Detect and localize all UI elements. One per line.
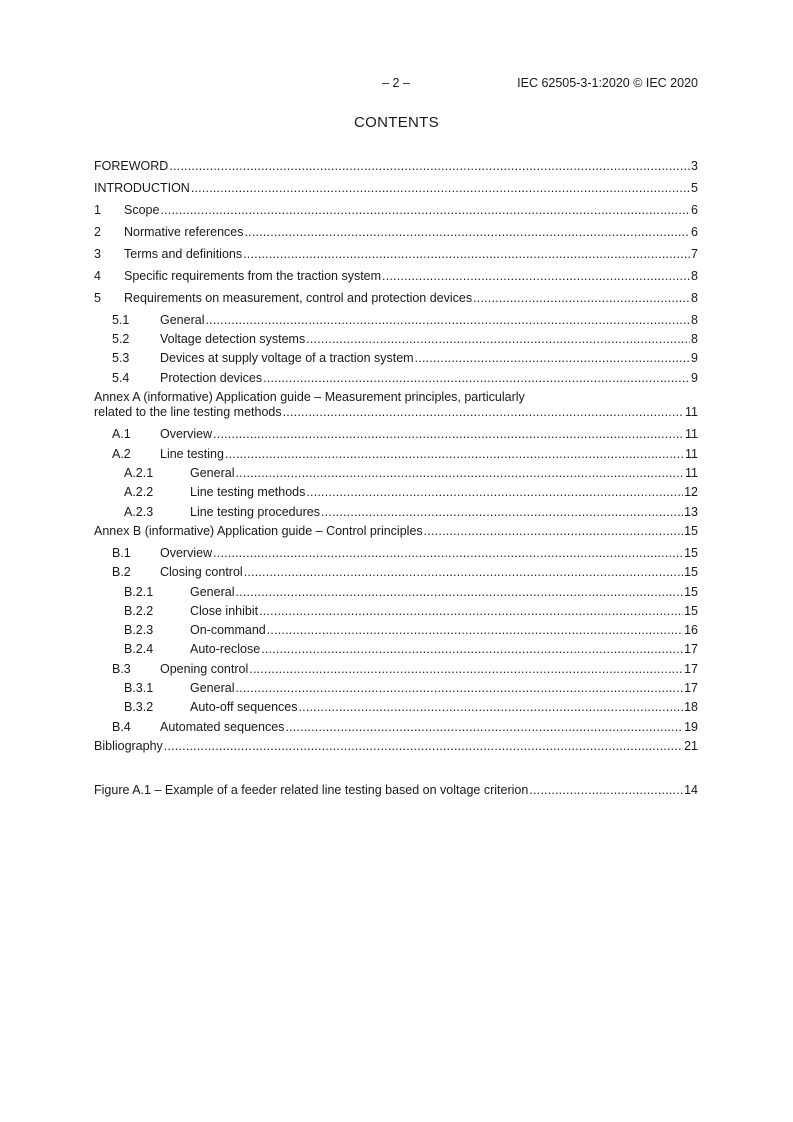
toc-label: FOREWORD (94, 159, 169, 173)
toc-entry-terms-definitions[interactable] (94, 246, 698, 262)
leader-dots (263, 370, 690, 386)
leader-dots (529, 782, 683, 798)
leader-dots (245, 224, 691, 240)
toc-page: 15 (684, 524, 698, 538)
toc-page: 8 (691, 269, 698, 283)
toc-entry-5-4[interactable] (94, 370, 698, 386)
leader-dots (283, 404, 684, 420)
toc-number: B.3 (112, 662, 131, 676)
toc-label: Scope (124, 203, 160, 217)
toc-label: General (190, 681, 235, 695)
toc-annex-a-heading: Annex A (informative) Application guide – Measurement principles, particularly (94, 390, 525, 404)
toc-entry-5-1[interactable] (94, 312, 698, 328)
toc-number: 4 (94, 269, 101, 283)
leader-dots (235, 680, 683, 696)
toc-label: Bibliography (94, 739, 163, 753)
leader-dots (259, 603, 683, 619)
leader-dots (213, 545, 683, 561)
toc-number: B.1 (112, 546, 131, 560)
toc-entry-annex-a[interactable] (94, 404, 698, 420)
toc-entry-5-3[interactable] (94, 350, 698, 366)
leader-dots (424, 523, 683, 539)
leader-dots (473, 290, 690, 306)
toc-number: 5.1 (112, 313, 130, 327)
toc-page: 3 (691, 159, 698, 173)
toc-page: 21 (684, 739, 698, 753)
toc-page: 16 (684, 623, 698, 637)
toc-number: 5.2 (112, 332, 130, 346)
leader-dots (243, 246, 690, 262)
toc-label: INTRODUCTION (94, 181, 190, 195)
toc-number: B.2.4 (124, 642, 154, 656)
leader-dots (249, 661, 683, 677)
toc-entry-a-2-3[interactable] (94, 504, 698, 520)
toc-number: A.2.3 (124, 505, 154, 519)
toc-entry-b-3-2[interactable] (94, 699, 698, 715)
leader-dots (169, 158, 690, 174)
toc-entry-bibliography[interactable] (94, 738, 698, 754)
toc-number: 5.4 (112, 371, 130, 385)
toc-number: 1 (94, 203, 101, 217)
toc-label: Line testing procedures (190, 505, 320, 519)
toc-label: General (190, 466, 235, 480)
toc-label: Closing control (160, 565, 243, 579)
toc-entry-5-2[interactable] (94, 331, 698, 347)
toc-number: A.2.2 (124, 485, 154, 499)
toc-label: Auto-off sequences (190, 700, 298, 714)
toc-entry-a-2-2[interactable] (94, 484, 698, 500)
toc-entry-figure-a-1[interactable] (94, 782, 698, 798)
toc-entry-b-4[interactable] (94, 719, 698, 735)
page-header (0, 76, 793, 92)
leader-dots (213, 426, 684, 442)
toc-label: Devices at supply voltage of a traction system (160, 351, 414, 365)
toc-entry-foreword[interactable] (94, 158, 698, 174)
leader-dots (285, 719, 683, 735)
leader-dots (261, 641, 683, 657)
toc-number: 2 (94, 225, 101, 239)
toc-page: 14 (684, 783, 698, 797)
standard-identifier: IEC 62505-3-1:2020 © IEC 2020 (517, 76, 698, 90)
toc-label: Terms and definitions (124, 247, 243, 261)
toc-number: B.2.2 (124, 604, 154, 618)
toc-label: Normative references (124, 225, 244, 239)
toc-page: 8 (691, 313, 698, 327)
leader-dots (415, 350, 690, 366)
leader-dots (235, 465, 684, 481)
toc-entry-scope[interactable] (94, 202, 698, 218)
toc-page: 15 (684, 585, 698, 599)
toc-entry-a-2[interactable] (94, 446, 698, 462)
toc-label: Line testing (160, 447, 224, 461)
toc-number: A.2 (112, 447, 131, 461)
leader-dots (321, 504, 683, 520)
leader-dots (298, 699, 683, 715)
toc-label: Protection devices (160, 371, 263, 385)
leader-dots (235, 584, 683, 600)
leader-dots (205, 312, 690, 328)
toc-entry-b-3[interactable] (94, 661, 698, 677)
toc-label: Requirements on measurement, control and protection devices (124, 291, 473, 305)
toc-label: Voltage detection systems (160, 332, 306, 346)
toc-page: 17 (684, 662, 698, 676)
toc-label: related to the line testing methods (94, 405, 282, 419)
toc-label: Automated sequences (160, 720, 285, 734)
toc-label: Figure A.1 – Example of a feeder related line testing based on voltage criterion (94, 783, 529, 797)
toc-entry-b-1[interactable] (94, 545, 698, 561)
toc-entry-a-1[interactable] (94, 426, 698, 442)
leader-dots (306, 484, 683, 500)
leader-dots (267, 622, 683, 638)
toc-entry-b-2-1[interactable] (94, 584, 698, 600)
leader-dots (160, 202, 690, 218)
toc-entry-requirements-devices[interactable] (94, 290, 698, 306)
toc-number: A.1 (112, 427, 131, 441)
leader-dots (164, 738, 683, 754)
toc-page: 6 (691, 225, 698, 239)
toc-page: 5 (691, 181, 698, 195)
toc-page: 17 (684, 642, 698, 656)
toc-entry-a-2-1[interactable] (94, 465, 698, 481)
toc-number: 5.3 (112, 351, 130, 365)
leader-dots (191, 180, 690, 196)
toc-entry-b-2[interactable] (94, 564, 698, 580)
toc-number: B.3.2 (124, 700, 154, 714)
toc-page: 11 (685, 466, 698, 480)
toc-page: 11 (685, 427, 698, 441)
toc-page: 18 (684, 700, 698, 714)
toc-number: B.2 (112, 565, 131, 579)
page-number: – 2 – (382, 76, 410, 90)
toc-page: 9 (691, 351, 698, 365)
page-title: CONTENTS (354, 114, 439, 131)
toc-entry-annex-b[interactable] (94, 523, 698, 539)
toc-entry-normative-references[interactable] (94, 224, 698, 240)
toc-entry-introduction[interactable] (94, 180, 698, 196)
leader-dots (382, 268, 690, 284)
toc-label: General (190, 585, 235, 599)
toc-label: General (160, 313, 205, 327)
toc-number: 5 (94, 291, 101, 305)
toc-page: 8 (691, 291, 698, 305)
toc-number: B.2.1 (124, 585, 154, 599)
toc-label: Opening control (160, 662, 249, 676)
toc-page: 12 (684, 485, 698, 499)
toc-page: 13 (684, 505, 698, 519)
toc-number: 3 (94, 247, 101, 261)
toc-page: 6 (691, 203, 698, 217)
toc-page: 15 (684, 546, 698, 560)
toc-number: A.2.1 (124, 466, 154, 480)
leader-dots (306, 331, 690, 347)
toc-page: 7 (691, 247, 698, 261)
toc-page: 11 (685, 405, 698, 419)
toc-entry-specific-requirements[interactable] (94, 268, 698, 284)
toc-page: 15 (684, 565, 698, 579)
toc-number: B.2.3 (124, 623, 154, 637)
toc-label: Specific requirements from the traction system (124, 269, 382, 283)
toc-number: B.3.1 (124, 681, 154, 695)
toc-page: 19 (684, 720, 698, 734)
toc-page: 17 (684, 681, 698, 695)
toc-entry-b-2-3[interactable] (94, 622, 698, 638)
toc-page: 15 (684, 604, 698, 618)
toc-label: Annex B (informative) Application guide – Control principles (94, 524, 423, 538)
toc-label: Auto-reclose (190, 642, 261, 656)
toc-label: On-command (190, 623, 266, 637)
toc-entry-b-2-2[interactable] (94, 603, 698, 619)
toc-page: 9 (691, 371, 698, 385)
toc-page: 11 (685, 447, 698, 461)
toc-label: Line testing methods (190, 485, 306, 499)
toc-number: B.4 (112, 720, 131, 734)
leader-dots (225, 446, 684, 462)
toc-label: Overview (160, 427, 213, 441)
toc-entry-b-3-1[interactable] (94, 680, 698, 696)
leader-dots (244, 564, 683, 580)
toc-entry-b-2-4[interactable] (94, 641, 698, 657)
toc-label: Close inhibit (190, 604, 259, 618)
toc-page: 8 (691, 332, 698, 346)
toc-label: Overview (160, 546, 213, 560)
